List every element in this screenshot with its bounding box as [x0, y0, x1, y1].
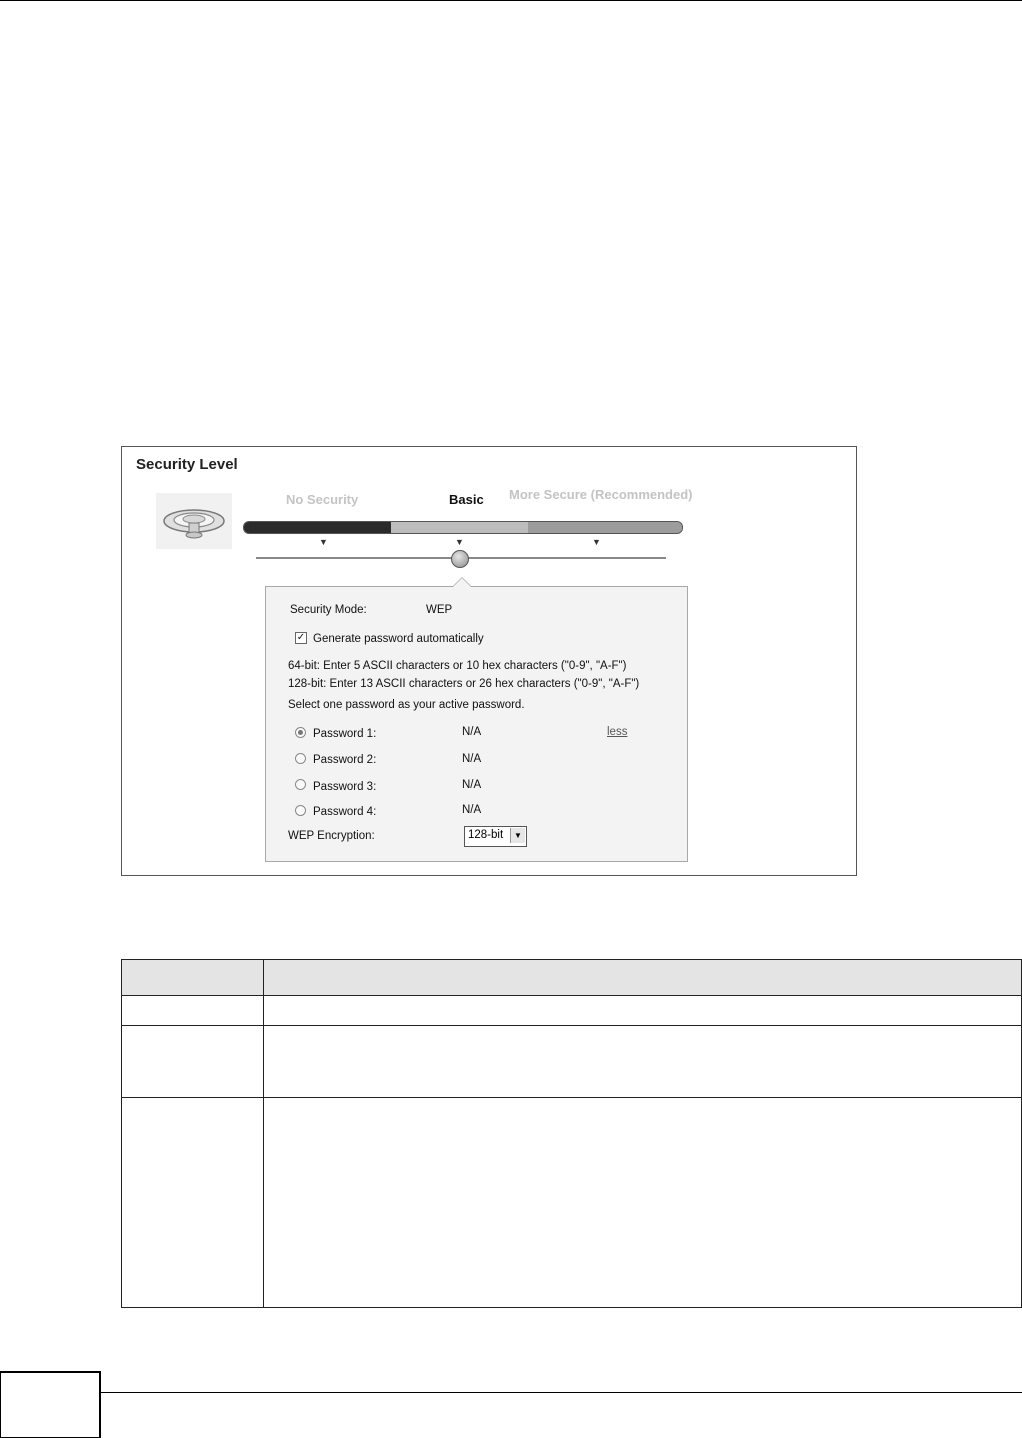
footer-rule: [100, 1392, 1022, 1393]
hint-128-bit: 128-bit: Enter 13 ASCII characters or 26 hex characters ("0-9", "A-F"): [288, 678, 640, 690]
bar-segment-more-secure: [528, 522, 682, 533]
table-header-cell: [264, 960, 1022, 996]
level-no-security[interactable]: No Security: [286, 492, 359, 507]
password-3-radio[interactable]: [295, 779, 306, 790]
table-row: [122, 996, 1022, 1026]
tick-marker-icon: ▼: [592, 537, 601, 547]
table-cell: [122, 1026, 264, 1098]
less-link[interactable]: less: [607, 726, 628, 738]
table-header-row: [122, 960, 1022, 996]
table-row: [122, 1098, 1022, 1308]
select-instruction: Select one password as your active password.: [288, 699, 525, 711]
security-level-title: Security Level: [136, 456, 238, 473]
field-description-table: [121, 959, 1022, 1308]
password-4-radio[interactable]: [295, 805, 306, 816]
security-mode-value: WEP: [426, 604, 453, 616]
password-1-label: Password 1:: [313, 728, 377, 740]
password-1-value: N/A: [462, 726, 482, 738]
table-cell: [264, 1026, 1022, 1098]
level-basic[interactable]: Basic: [449, 492, 484, 507]
level-more-secure[interactable]: More Secure (Recommended): [509, 487, 693, 502]
table-cell: [264, 1098, 1022, 1308]
security-level-screen: [121, 446, 857, 876]
hint-64-bit: 64-bit: Enter 5 ASCII characters or 10 hex characters ("0-9", "A-F"): [288, 660, 627, 672]
security-mode-label: Security Mode:: [290, 604, 367, 616]
tick-marker-icon: ▼: [455, 537, 464, 547]
password-3-value: N/A: [462, 779, 482, 791]
table-header-cell: [122, 960, 264, 996]
wep-settings-panel: [265, 586, 688, 862]
table-cell: [122, 1098, 264, 1308]
router-icon: [156, 493, 232, 549]
tick-marker-icon: ▼: [319, 537, 328, 547]
table-row: [122, 1026, 1022, 1098]
password-2-value: N/A: [462, 753, 482, 765]
password-4-value: N/A: [462, 804, 482, 816]
password-2-label: Password 2:: [313, 754, 377, 766]
password-4-label: Password 4:: [313, 806, 377, 818]
bar-segment-basic: [391, 522, 528, 533]
password-2-radio[interactable]: [295, 753, 306, 764]
dropdown-arrow-icon[interactable]: ▼: [510, 828, 525, 843]
wep-encryption-value: 128-bit: [468, 829, 504, 841]
table-cell: [264, 996, 1022, 1026]
password-3-label: Password 3:: [313, 781, 377, 793]
level-slider-handle[interactable]: [451, 550, 469, 568]
password-1-radio[interactable]: [295, 727, 306, 738]
top-rule: [0, 0, 1022, 1]
wep-encryption-select[interactable]: [464, 826, 527, 847]
panel-pointer: [452, 577, 472, 587]
bar-segment-no-security: [244, 522, 391, 533]
wep-encryption-label: WEP Encryption:: [288, 830, 375, 842]
table-cell: [122, 996, 264, 1026]
generate-password-label: Generate password automatically: [313, 633, 484, 645]
generate-password-checkbox[interactable]: ✓: [296, 632, 306, 643]
page-number-box: [0, 1371, 101, 1438]
security-strength-bar: [243, 521, 683, 534]
